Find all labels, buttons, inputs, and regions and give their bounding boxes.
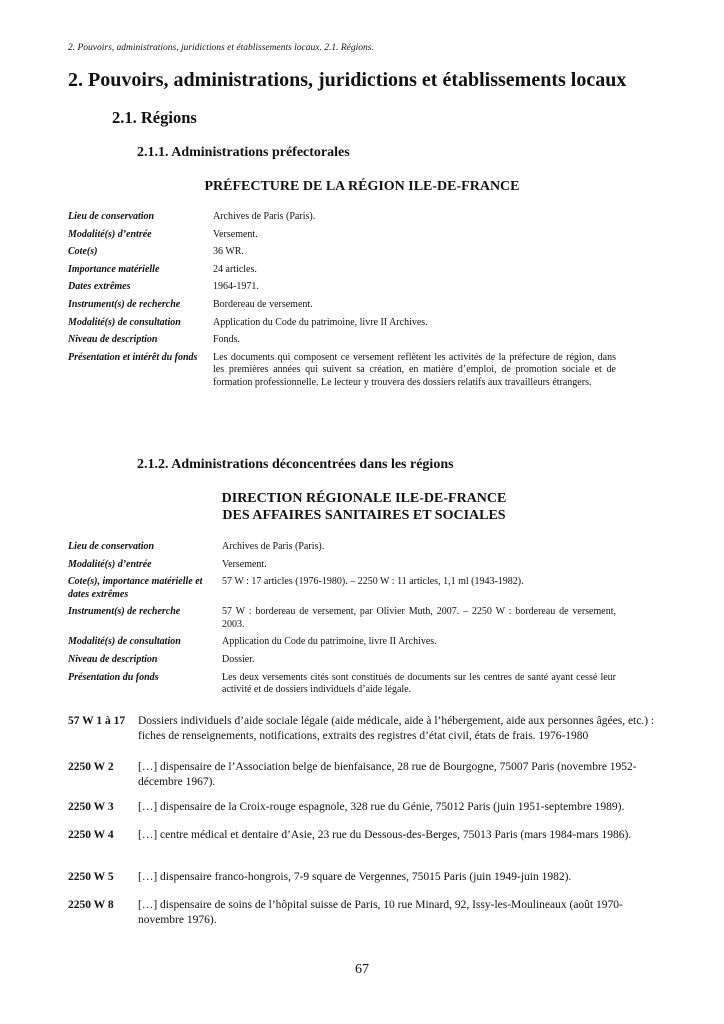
inventory-entry — [68, 760, 656, 790]
fonds-title-line: DIRECTION RÉGIONALE ILE-DE-FRANCE — [221, 491, 507, 506]
inventory-entry — [68, 870, 656, 885]
subsection-heading-prefectorales: 2.1.1. Administrations préfectorales — [137, 145, 350, 160]
field-label: Lieu de conservation — [68, 211, 155, 222]
field-value: 24 articles. — [213, 263, 257, 275]
entry-description: […] centre médical et dentaire d’Asie, 23 rue du Dessous-des-Berges, 75013 Paris (mars 1984-mars 1986). — [138, 829, 632, 841]
field-row — [68, 654, 616, 667]
field-value: Application du Code du patrimoine, livre II Archives. — [222, 636, 437, 648]
field-label: Modalité(s) de consultation — [68, 636, 181, 648]
fonds-description-prefecture — [68, 211, 616, 394]
field-value: Dossier. — [222, 653, 255, 665]
entry-code: 2250 W 2 — [68, 761, 114, 773]
field-label: Niveau de description — [68, 653, 158, 665]
field-label: Modalité(s) de consultation — [68, 316, 181, 328]
field-row — [68, 281, 616, 294]
field-row — [68, 672, 616, 697]
section-heading: 2.1. Régions — [112, 108, 197, 127]
inventory-entry — [68, 898, 656, 928]
entry-description: […] dispensaire de soins de l’hôpital suisse de Paris, 10 rue Minard, 92, Issy-les-Moulineaux (août 1970-novembre 1976). — [138, 899, 623, 926]
entry-code: 2250 W 4 — [68, 829, 114, 841]
page-number: 67 — [355, 962, 369, 977]
field-label: Instrument(s) de recherche — [68, 298, 181, 310]
field-row — [68, 246, 616, 259]
field-row — [68, 264, 616, 277]
field-value: Archives de Paris (Paris). — [213, 211, 316, 222]
entry-description: […] dispensaire franco-hongrois, 7-9 square de Vergennes, 75015 Paris (juin 1949-juin 1982). — [138, 871, 572, 883]
field-row — [68, 229, 616, 242]
field-label: Dates extrêmes — [68, 281, 131, 293]
entry-description: […] dispensaire de la Croix-rouge espagnole, 328 rue du Génie, 75012 Paris (juin 1951-septembre 1989). — [138, 801, 625, 813]
field-value: 36 WR. — [213, 246, 244, 258]
fonds-title-line: PRÉFECTURE DE LA RÉGION ILE-DE-FRANCE — [204, 179, 520, 194]
field-value: Application du Code du patrimoine, livre II Archives. — [213, 316, 428, 328]
field-label: Lieu de conservation — [68, 541, 155, 552]
field-row — [68, 606, 616, 631]
field-value: Archives de Paris (Paris). — [222, 541, 325, 552]
field-value: Versement. — [213, 228, 258, 240]
inventory-entry — [68, 800, 656, 815]
field-row — [68, 559, 616, 572]
field-value: Les documents qui composent ce versement reflètent les activités de la préfecture de région, dans les premières années qui suivent sa création, en matière d’emploi, de promotion sociale et de formation professionnelle. Le lecteur y trouvera des dossiers relatifs aux travailleurs étrangers. — [213, 351, 616, 388]
field-row — [68, 576, 616, 601]
fonds-description-direction-regionale — [68, 541, 616, 702]
field-row — [68, 317, 616, 330]
field-label: Présentation et intérêt du fonds — [68, 351, 198, 363]
subsection-heading-deconcentrees: 2.1.2. Administrations déconcentrées dans les régions — [137, 457, 454, 472]
running-header: 2. Pouvoirs, administrations, juridictions et établissements locaux. 2.1. Régions. — [68, 43, 374, 53]
field-label: Importance matérielle — [68, 263, 160, 275]
field-label: Cote(s) — [68, 246, 98, 258]
entry-description: Dossiers individuels d’aide sociale légale (aide médicale, aide à l’hébergement, aide aux personnes âgées, etc.) : fiches de renseignements, notifications, extraits des registres d’état civil, états de frais. 1976-1980 — [138, 715, 655, 742]
field-value: 57 W : bordereau de versement, par Olivier Muth, 2007. – 2250 W : bordereau de versement, 2003. — [222, 606, 616, 630]
field-row — [68, 352, 616, 390]
entry-code: 2250 W 5 — [68, 871, 114, 883]
field-value: Versement. — [222, 558, 267, 570]
fonds-title-direction-regionale — [0, 490, 724, 524]
field-value: 57 W : 17 articles (1976-1980). – 2250 W : 11 articles, 1,1 ml (1943-1982). — [222, 576, 524, 588]
field-row — [68, 334, 616, 347]
fonds-title-line: DES AFFAIRES SANITAIRES ET SOCIALES — [222, 508, 506, 523]
field-label: Cote(s), importance matérielle et dates extrêmes — [68, 576, 203, 600]
field-row — [68, 541, 616, 554]
field-value: Fonds. — [213, 334, 240, 346]
entry-code: 2250 W 8 — [68, 899, 114, 911]
field-value: Bordereau de versement. — [213, 298, 313, 310]
entry-description: […] dispensaire de l’Association belge de bienfaisance, 28 rue de Bourgogne, 75007 Paris (novembre 1952-décembre 1967). — [138, 761, 637, 788]
field-value: Les deux versements cités sont constitués de documents sur les centres de santé ayant cessé leur activité et de dossiers individuels d’aide légale. — [222, 671, 616, 696]
field-label: Modalité(s) d’entrée — [68, 558, 152, 570]
inventory-entry — [68, 714, 656, 744]
field-row — [68, 211, 616, 224]
field-label: Modalité(s) d’entrée — [68, 228, 152, 240]
field-label: Instrument(s) de recherche — [68, 606, 181, 618]
field-row — [68, 636, 616, 649]
fonds-title-prefecture — [0, 178, 724, 195]
field-value: 1964-1971. — [213, 281, 259, 293]
inventory-entry — [68, 828, 656, 843]
entry-code: 2250 W 3 — [68, 801, 114, 813]
field-label: Niveau de description — [68, 334, 158, 346]
field-row — [68, 299, 616, 312]
entry-code: 57 W 1 à 17 — [68, 715, 126, 727]
chapter-heading: 2. Pouvoirs, administrations, juridictions et établissements locaux — [68, 69, 627, 91]
field-label: Présentation du fonds — [68, 671, 159, 683]
